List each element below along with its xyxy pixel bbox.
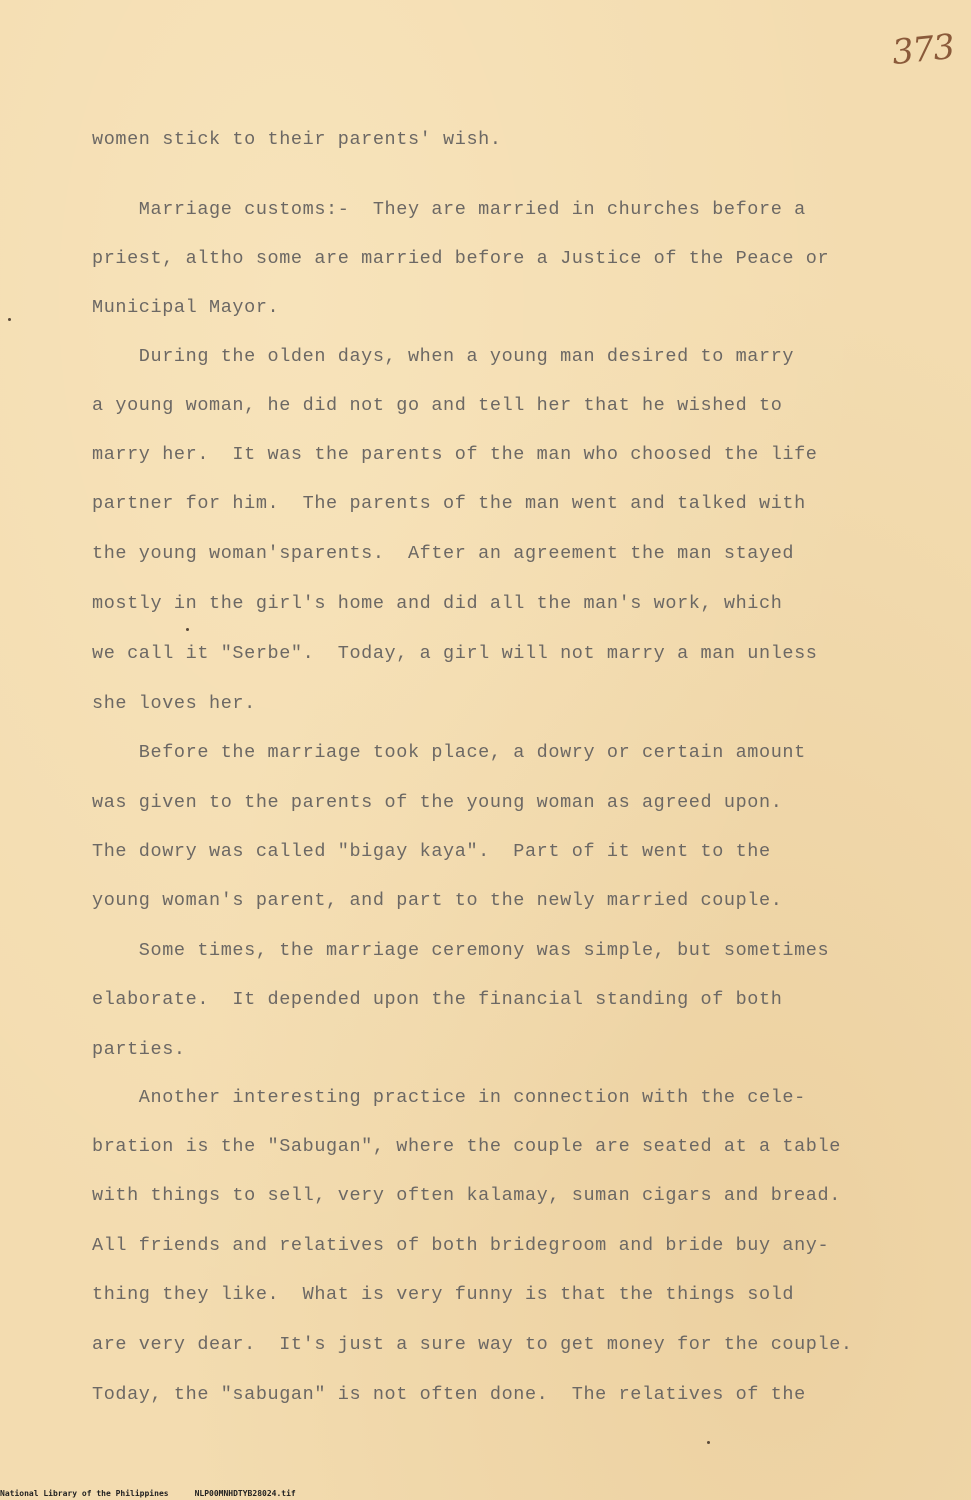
text-line: The dowry was called "bigay kaya". Part of it went to the — [92, 841, 771, 862]
scan-footer — [0, 1489, 322, 1498]
text-line: elaborate. It depended upon the financial standing of both — [92, 989, 783, 1010]
text-line: marry her. It was the parents of the man who choosed the life — [92, 444, 818, 465]
paper-speck — [8, 318, 11, 321]
text-line: partner for him. The parents of the man went and talked with — [92, 493, 806, 514]
text-line: Municipal Mayor. — [92, 297, 280, 318]
text-line: Today, the "sabugan" is not often done. The relatives of the — [92, 1384, 806, 1405]
text-line: young woman's parent, and part to the newly married couple. — [92, 890, 783, 911]
text-line: with things to sell, very often kalamay, suman cigars and bread. — [92, 1185, 841, 1206]
text-line: Before the marriage took place, a dowry or certain amount — [92, 742, 806, 763]
text-line: she loves her. — [92, 693, 256, 714]
text-line: bration is the "Sabugan", where the couple are seated at a table — [92, 1136, 841, 1157]
text-line: women stick to their parents' wish. — [92, 129, 502, 150]
paper-speck — [707, 1441, 710, 1444]
text-line: Marriage customs:- They are married in churches before a — [92, 199, 806, 220]
paper-speck — [186, 628, 189, 631]
text-line: we call it "Serbe". Today, a girl will not marry a man unless — [92, 643, 818, 664]
text-line: thing they like. What is very funny is that the things sold — [92, 1284, 795, 1305]
text-line: was given to the parents of the young woman as agreed upon. — [92, 792, 783, 813]
text-line: mostly in the girl's home and did all the man's work, which — [92, 593, 783, 614]
text-line: the young woman'sparents. After an agreement the man stayed — [92, 543, 795, 564]
library-credit: National Library of the Philippines — [0, 1489, 169, 1498]
text-line: are very dear. It's just a sure way to get money for the couple. — [92, 1334, 853, 1355]
text-line: Another interesting practice in connection with the cele- — [92, 1087, 806, 1108]
text-line: Some times, the marriage ceremony was simple, but sometimes — [92, 940, 830, 961]
text-line: All friends and relatives of both bridegroom and bride buy any- — [92, 1235, 830, 1256]
text-line: During the olden days, when a young man desired to marry — [92, 346, 795, 367]
page-number: 373 — [890, 26, 956, 74]
file-id: NLP00MNHDTYB28024.tif — [194, 1489, 296, 1498]
text-line: priest, altho some are married before a Justice of the Peace or — [92, 248, 830, 269]
text-line: a young woman, he did not go and tell her that he wished to — [92, 395, 783, 416]
text-line: parties. — [92, 1039, 186, 1060]
